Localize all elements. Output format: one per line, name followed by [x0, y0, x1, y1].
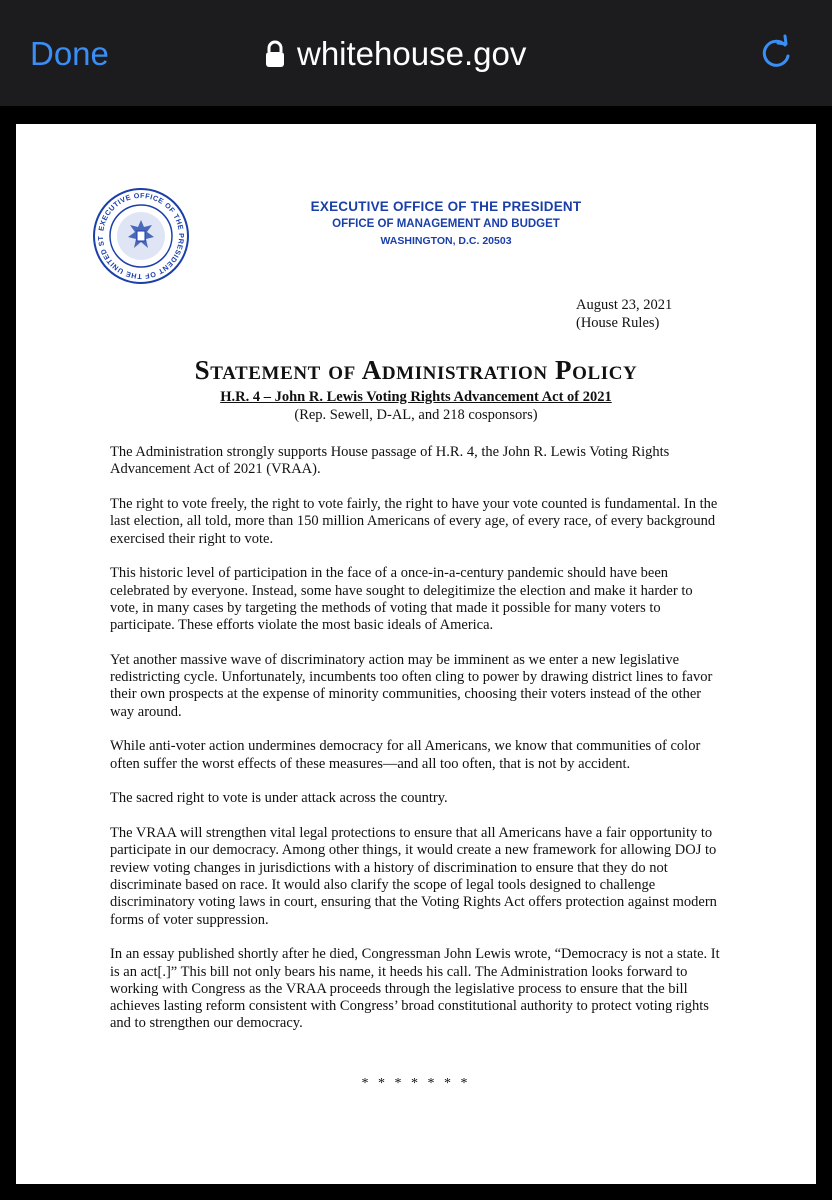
- paragraph: In an essay published shortly after he died, Congressman John Lewis wrote, “Democracy is not a state. It is an act[.]” This bill not only bears his name, it heeds his call. The Administration looks forward to working with Congress as the VRAA proceeds through the legislative process to ensure that the bill achieves lasting reform consistent with Congress’ broad constitutional authority to protect voting rights and to strengthen our democracy.: [110, 946, 720, 1032]
- letterhead-omb: OFFICE OF MANAGEMENT AND BUDGET: [332, 218, 560, 230]
- url-text: whitehouse.gov: [297, 35, 527, 72]
- paragraph: This historic level of participation in the face of a once-in-a-century pandemic should have been celebrated by everyone. Instead, some have sought to delegitimize the election and make it harder to vote, in many cases by targeting the methods of voting that made it possible for many voters to participate. These efforts violate the most basic ideals of America.: [110, 565, 693, 634]
- paragraph: The right to vote freely, the right to vote fairly, the right to have your vote counted is fundamental. In the last election, all told, more than 150 million Americans of every age, of every race, of every background exercised their right to vote.: [110, 495, 718, 547]
- reload-icon[interactable]: [756, 34, 796, 74]
- letterhead: [256, 198, 636, 250]
- letterhead-office: EXECUTIVE OFFICE OF THE PRESIDENT: [310, 199, 582, 214]
- browser-toolbar: [0, 0, 832, 106]
- paragraph: The Administration strongly supports House passage of H.R. 4, the John R. Lewis Voting Rights Advancement Act of 2021 (VRAA).: [110, 444, 670, 478]
- paragraph: The VRAA will strengthen vital legal protections to ensure that all Americans have a fair opportunity to participate in our democracy. Among other things, it would create a new framework for allowing DOJ to review voting changes in jurisdictions with a history of discrimination to ensure that they do not discriminate based on race. It would also clarify the scope of legal tools designed to challenge discriminatory voting laws in court, ensuring that the Voting Rights Act offers protection against modern forms of voter suppression.: [110, 825, 717, 928]
- done-button[interactable]: Done: [30, 35, 109, 72]
- svg-text:EXECUTIVE OFFICE OF THE PRESID: EXECUTIVE OFFICE OF THE PRESIDENT OF THE UNITED ST: [95, 190, 187, 282]
- date-block: [576, 296, 672, 332]
- document-page: [16, 124, 816, 1184]
- address-bar[interactable]: [265, 32, 526, 76]
- bill-title: H.R. 4 – John R. Lewis Voting Rights Advancement Act of 2021: [220, 389, 612, 405]
- statement-title: Statement of Administration Policy: [194, 355, 638, 385]
- paragraph: The sacred right to vote is under attack across the country.: [110, 790, 448, 807]
- bill-sponsors: (Rep. Sewell, D-AL, and 218 cosponsors): [294, 407, 538, 423]
- paragraph: While anti-voter action undermines democracy for all Americans, we know that communities of color often suffer the worst effects of these measures—and all too often, that is not by accident.: [110, 738, 701, 772]
- house-rules-label: (House Rules): [576, 315, 660, 331]
- statement-body: [110, 444, 722, 1050]
- lock-icon: [265, 40, 285, 68]
- statement-date: August 23, 2021: [576, 297, 673, 313]
- end-marker: * * * * * * *: [361, 1076, 471, 1091]
- paragraph: Yet another massive wave of discriminatory action may be imminent as we enter a new legislative redistricting cycle. Unfortunately, incumbents too often cling to power by drawing district lines to favor their own prospects at the expense of minority communities, choosing their voters instead of the other way around.: [110, 651, 713, 720]
- letterhead-address: WASHINGTON, D.C. 20503: [380, 235, 512, 247]
- presidential-seal-icon: [92, 187, 190, 285]
